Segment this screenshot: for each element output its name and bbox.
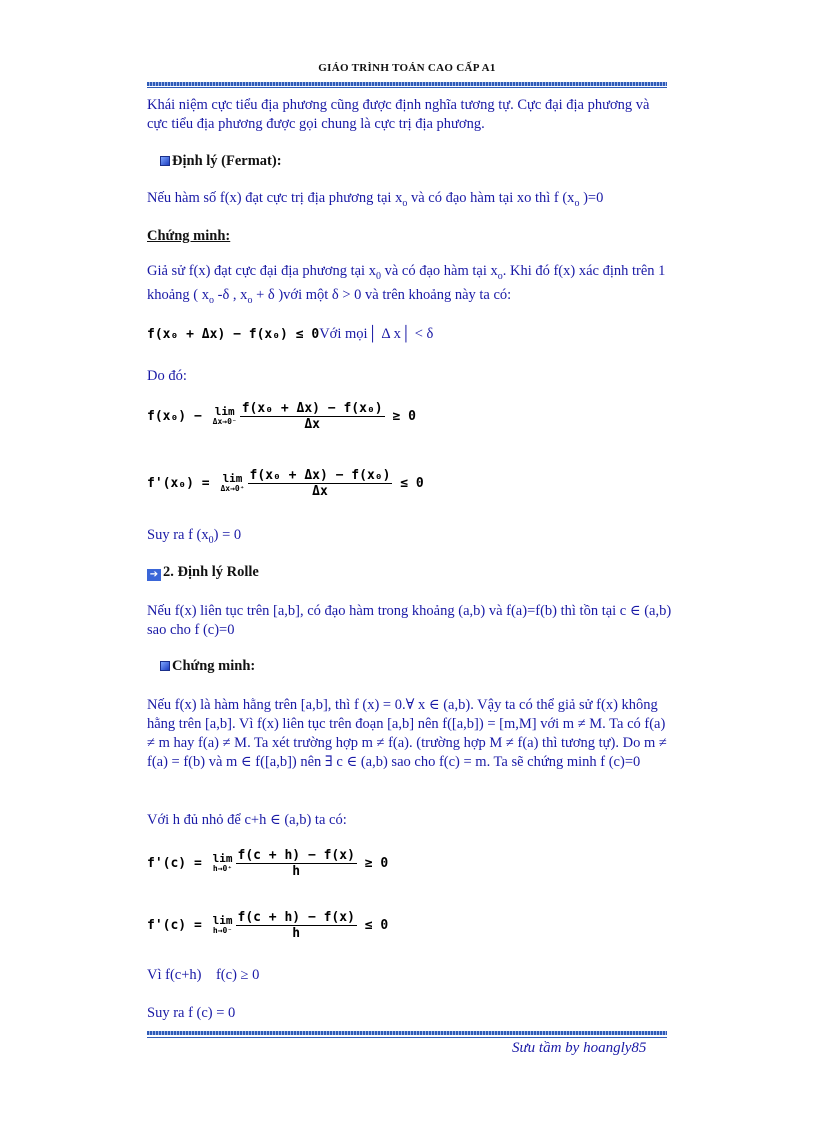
fermat-statement bbox=[147, 189, 672, 213]
limit-label: lim bbox=[222, 471, 243, 485]
subscript: o bbox=[574, 197, 580, 209]
fraction-numerator: f(c + h) − f(x) bbox=[237, 910, 355, 925]
fraction-numerator: f(x₀ + Δx) − f(x₀) bbox=[249, 468, 391, 483]
proof2-paragraph-2: Với h đủ nhỏ để c+h ∈ (a,b) ta có: bbox=[147, 812, 347, 828]
limit-subscript: h→0⁺ bbox=[212, 863, 233, 873]
fraction bbox=[248, 468, 393, 499]
fraction-denominator: h bbox=[292, 926, 301, 941]
formula-left-derivative bbox=[147, 910, 388, 941]
subscript: o bbox=[497, 270, 503, 282]
paragraph-vi: Vì f(c+h) f(c) ≥ 0 bbox=[147, 967, 260, 983]
formula-right-limit bbox=[147, 468, 424, 499]
limit-subscript: h→0⁻ bbox=[212, 925, 233, 935]
proof2-heading-text: Chứng minh: bbox=[172, 658, 256, 674]
formula-1-condition: Với mọi│ Δ x│ < δ bbox=[319, 326, 434, 342]
subscript: o bbox=[247, 294, 253, 306]
limit-subscript: Δx→0⁺ bbox=[220, 483, 245, 493]
paragraph-do-do: Do đó: bbox=[147, 368, 187, 384]
formula-2-rhs: ≥ 0 bbox=[392, 409, 416, 424]
text-run: + δ )với một δ > 0 và trên khoảng này ta có: bbox=[252, 286, 512, 303]
proof-paragraph-1 bbox=[147, 262, 672, 310]
fraction-numerator: f(c + h) − f(x) bbox=[237, 848, 355, 863]
fermat-heading-text: Định lý (Fermat): bbox=[172, 153, 282, 169]
formula-4-rhs: ≥ 0 bbox=[364, 856, 389, 871]
fraction-denominator: h bbox=[292, 864, 301, 879]
text-run: Suy ra f (x bbox=[147, 527, 209, 543]
text-run: ) = 0 bbox=[213, 527, 242, 543]
text-run: và có đạo hàm tại x bbox=[380, 263, 498, 279]
formula-difference-inequality bbox=[147, 326, 433, 343]
fraction bbox=[240, 401, 385, 432]
bullet-square-icon bbox=[160, 661, 170, 671]
formula-3-lhs: f'(x₀) = bbox=[147, 476, 218, 491]
proof-heading: Chứng minh: bbox=[147, 228, 231, 244]
text-run: . Khi đó f(x) xác định trên 1 khoảng ( x bbox=[147, 263, 666, 303]
fraction bbox=[236, 910, 357, 941]
limit-label: lim bbox=[214, 404, 235, 418]
paragraph-local-minimum: Khái niệm cực tiểu địa phương cũng được định nghĩa tương tự. Cực đại địa phương và cực tiểu địa phương được gọi chung là cực trị địa phương. bbox=[147, 97, 650, 132]
header-rule bbox=[147, 82, 667, 86]
header-rule-thin bbox=[147, 87, 667, 88]
limit-operator bbox=[212, 851, 233, 874]
limit-label: lim bbox=[212, 913, 233, 927]
text-run: )=0 bbox=[579, 190, 604, 206]
proof2-paragraph: Nếu f(x) là hàm hằng trên [a,b], thì f (x) = 0.∀ x ∈ (a,b). Vậy ta có thể giả sử f(x) không hằng trên [a,b]. Vì f(x) liên tục trên đoạn [a,b] nên f([a,b]) = [m,M] với m ≠ M. Ta có f(a) ≠ m hay f(a) ≠ M. Ta xét trường hợp m ≠ f(a). (trường hợp M ≠ f(a) thì tương tự). Do m ≠ f(a) = f(b) và m ∈ f([a,b]) nên ∃ c ∈ (a,b) sao cho f(c) = m. Ta sẽ chứng minh f (c)=0 bbox=[147, 697, 667, 770]
proof2-heading bbox=[160, 657, 685, 676]
subscript: o bbox=[209, 294, 215, 306]
limit-operator bbox=[220, 471, 245, 494]
subscript: o bbox=[402, 197, 408, 209]
fraction bbox=[236, 848, 357, 879]
fermat-heading bbox=[160, 152, 685, 171]
conclusion-fermat bbox=[147, 526, 672, 550]
fraction-denominator: Δx bbox=[312, 484, 328, 499]
formula-2-lhs: f(x₀) − bbox=[147, 409, 210, 424]
text-run: -δ , x bbox=[214, 286, 248, 303]
formula-right-derivative bbox=[147, 848, 388, 879]
formula-3-rhs: ≤ 0 bbox=[400, 476, 424, 491]
limit-label: lim bbox=[212, 851, 233, 865]
limit-operator bbox=[212, 913, 233, 936]
subscript: 0 bbox=[375, 270, 381, 282]
rolle-statement: Nếu f(x) liên tục trên [a,b], có đạo hàm trong khoảng (a,b) và f(a)=f(b) thì tồn tại c ∈ (a,b) sao cho f (c)=0 bbox=[147, 603, 672, 638]
limit-operator bbox=[212, 404, 237, 427]
rolle-heading-text: 2. Định lý Rolle bbox=[163, 564, 259, 580]
text-run: và có đạo hàm tại xo thì f (x bbox=[407, 190, 575, 206]
limit-subscript: Δx→0⁻ bbox=[212, 416, 237, 426]
formula-4-lhs: f'(c) = bbox=[147, 856, 210, 871]
page-footer: Sưu tầm by hoangly85 bbox=[512, 1040, 647, 1056]
formula-1-expression: f(x₀ + Δx) − f(x₀) ≤ 0 bbox=[147, 327, 320, 342]
arrow-right-icon: ➔ bbox=[147, 569, 161, 581]
formula-5-lhs: f'(c) = bbox=[147, 918, 210, 933]
bullet-square-icon bbox=[160, 156, 170, 166]
conclusion-rolle: Suy ra f (c) = 0 bbox=[147, 1005, 236, 1021]
formula-5-rhs: ≤ 0 bbox=[364, 918, 389, 933]
fraction-numerator: f(x₀ + Δx) − f(x₀) bbox=[241, 401, 383, 416]
subscript: 0 bbox=[208, 534, 214, 546]
rolle-heading bbox=[147, 563, 672, 582]
formula-left-limit bbox=[147, 401, 416, 432]
footer-rule bbox=[147, 1031, 667, 1035]
page-header: GIÁO TRÌNH TOÁN CAO CẤP A1 bbox=[318, 62, 496, 74]
text-run: Nếu hàm số f(x) đạt cực trị địa phương tại x bbox=[147, 190, 403, 206]
text-run: Giả sử f(x) đạt cực đại địa phương tại x bbox=[147, 263, 376, 279]
footer-rule-thin bbox=[147, 1037, 667, 1038]
fraction-denominator: Δx bbox=[304, 417, 320, 432]
